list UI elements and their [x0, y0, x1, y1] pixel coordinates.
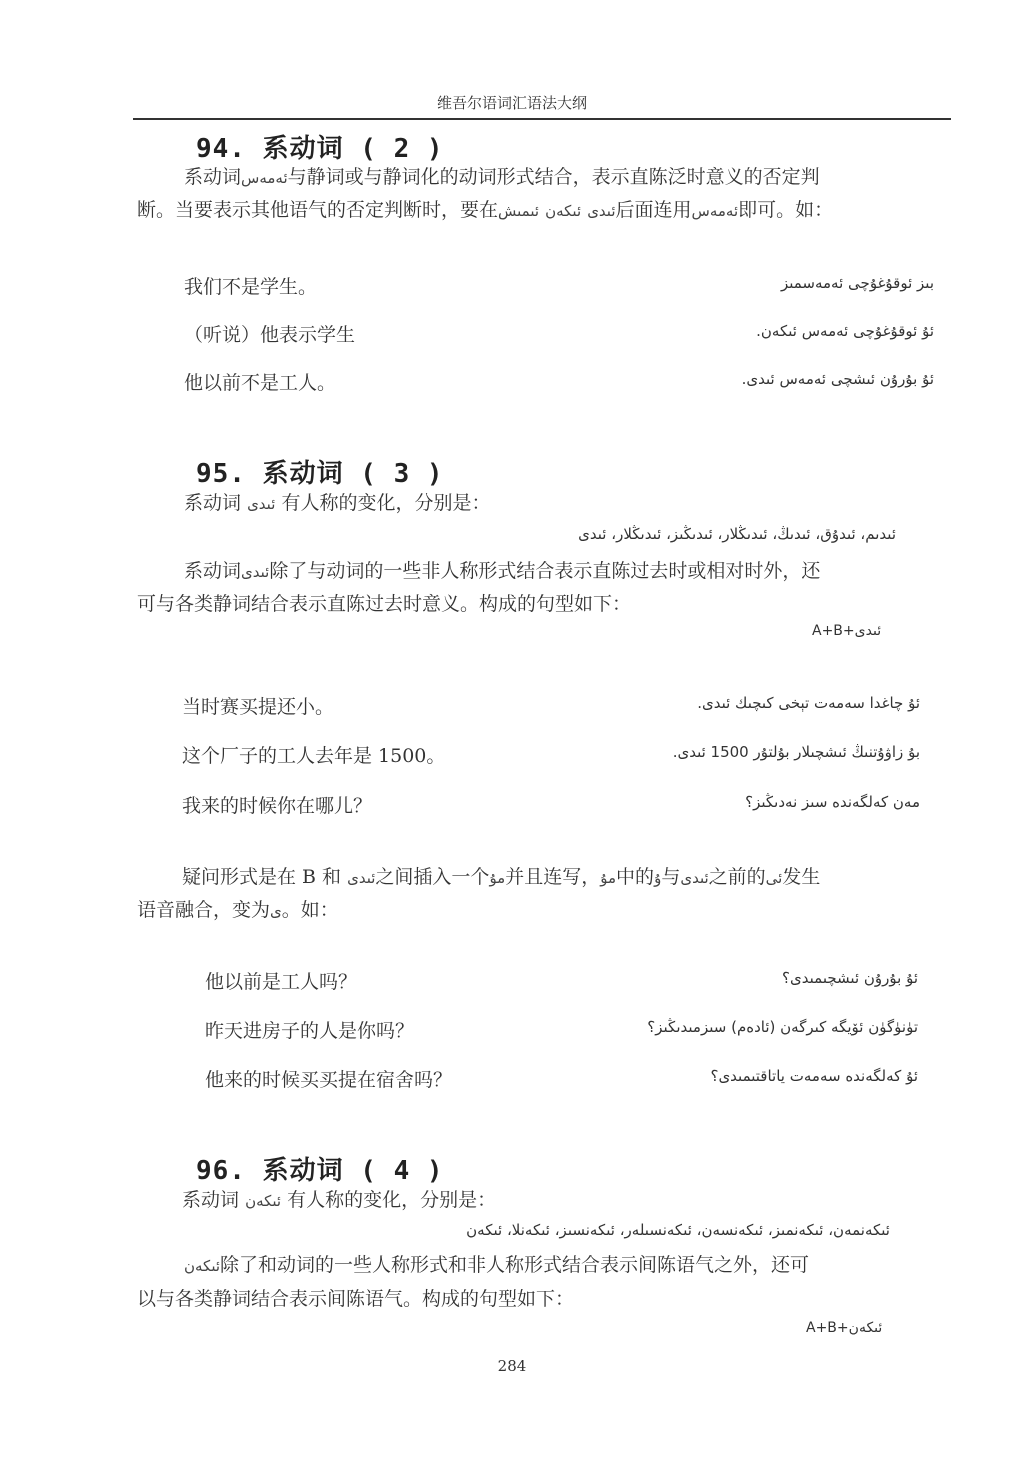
- section-96-intro-line-2: ئىكەن除了和动词的一些人称形式和非人称形式结合表示间陈语气之外，还可: [184, 1254, 810, 1276]
- section-95-intro-line-3: 可与各类静词结合表示直陈过去时意义。构成的句型如下：: [137, 593, 632, 615]
- example-zh: 我们不是学生。: [184, 276, 318, 298]
- section-94-intro-line-2: 断。当要表示其他语气的否定判断时，要在ئىمىش ئىكەن ئىدى后面连用ئەمەس即可。如：: [137, 199, 834, 221]
- example-ug: مەن كەلگەندە سىز نەدىڭىز؟: [745, 793, 920, 811]
- section-95-intro-line-2: 系动词ئىدى除了与动词的一些非人称形式结合表示直陈过去时或相对时外，还: [184, 560, 821, 582]
- example-ug: ئۇ ئوقۇغۇچى ئەمەس ئىكەن.: [756, 322, 934, 340]
- example-ug: بۇ زاۋۇتنىڭ ئىشچىلار بۇلتۇر 1500 ئىدى.: [672, 743, 920, 761]
- example-row: [0, 692, 1024, 724]
- example-zh: （听说）他表示学生: [184, 324, 356, 346]
- example-row: [0, 741, 1024, 773]
- example-zh: 他以前不是工人。: [184, 372, 337, 394]
- example-ug: بىز ئوقۇغۇچى ئەمەسمىز: [780, 274, 934, 292]
- section-title-95: 95. 系动词 ( 3 ): [196, 459, 444, 489]
- section-title-96: 96. 系动词 ( 4 ): [196, 1156, 444, 1186]
- example-ug: ئۇ بۇرۇن ئىشچى ئەمەس ئىدى.: [741, 370, 934, 388]
- example-row: [0, 272, 1024, 304]
- example-ug: ئۇ كەلگەندە سەمەت ياتاقتىمىدى؟: [710, 1067, 918, 1085]
- example-row: [0, 368, 1024, 400]
- example-zh: 当时赛买提还小。: [182, 696, 335, 718]
- section-96-person-forms: ئىكەنمەن، ئىكەنمىز، ئىكەنسەن، ئىكەنسىلەر، ئىكەنسىز، ئىكەنلا، ئىكەن: [466, 1221, 890, 1239]
- page-number: 284: [497, 1357, 527, 1375]
- section-95-person-forms: ئىدىم، ئىدۇق، ئىدىڭ، ئىدىڭلار، ئىدىڭىز، ئىدىڭلار، ئىدى: [578, 525, 896, 543]
- section-title-94: 94. 系动词 ( 2 ): [196, 134, 444, 164]
- section-95-intro-line-1: 系动词 ئىدى 有人称的变化，分别是：: [184, 492, 491, 514]
- example-zh: 昨天进房子的人是你吗？: [205, 1020, 415, 1042]
- example-ug: تۈنۈگۈن ئۆيگە كىرگەن (ئادەم) سىزمىدىڭىز؟: [647, 1018, 918, 1036]
- example-row: [0, 320, 1024, 352]
- section-96-pattern: A+B+ئىكەن: [806, 1320, 883, 1336]
- section-96-intro-line-1: 系动词 ئىكەن 有人称的变化，分别是：: [182, 1189, 497, 1211]
- example-row: [0, 791, 1024, 823]
- example-row: [0, 967, 1024, 999]
- example-zh: 这个厂子的工人去年是 1500。: [182, 745, 446, 767]
- example-row: [0, 1016, 1024, 1048]
- example-zh: 我来的时候你在哪儿？: [182, 795, 373, 817]
- section-95-question-note-line-1: 疑问形式是在 B 和 ئىدى之间插入一个مۇ并且连写，مۇ中的ۇ与ئىدى之前的ئى发生: [182, 866, 821, 888]
- example-row: [0, 1065, 1024, 1097]
- example-zh: 他以前是工人吗？: [205, 971, 358, 993]
- example-ug: ئۇ بۇرۇن ئىشچىمىدى؟: [782, 969, 918, 987]
- section-95-pattern: A+B+ئىدى: [812, 623, 882, 639]
- section-95-question-note-line-2: 语音融合，变为ى。如：: [137, 899, 339, 921]
- section-96-intro-line-3: 以与各类静词结合表示间陈语气。构成的句型如下：: [137, 1288, 575, 1310]
- example-zh: 他来的时候买买提在宿舍吗？: [205, 1069, 453, 1091]
- example-ug: ئۇ چاغدا سەمەت تېخى كىچىك ئىدى.: [697, 694, 920, 712]
- running-head: 维吾尔语词汇语法大纲: [436, 94, 587, 112]
- section-94-intro-line-1: 系动词ئەمەس与静词或与静词化的动词形式结合，表示直陈泛时意义的否定判: [184, 166, 820, 188]
- header-rule: [133, 118, 951, 120]
